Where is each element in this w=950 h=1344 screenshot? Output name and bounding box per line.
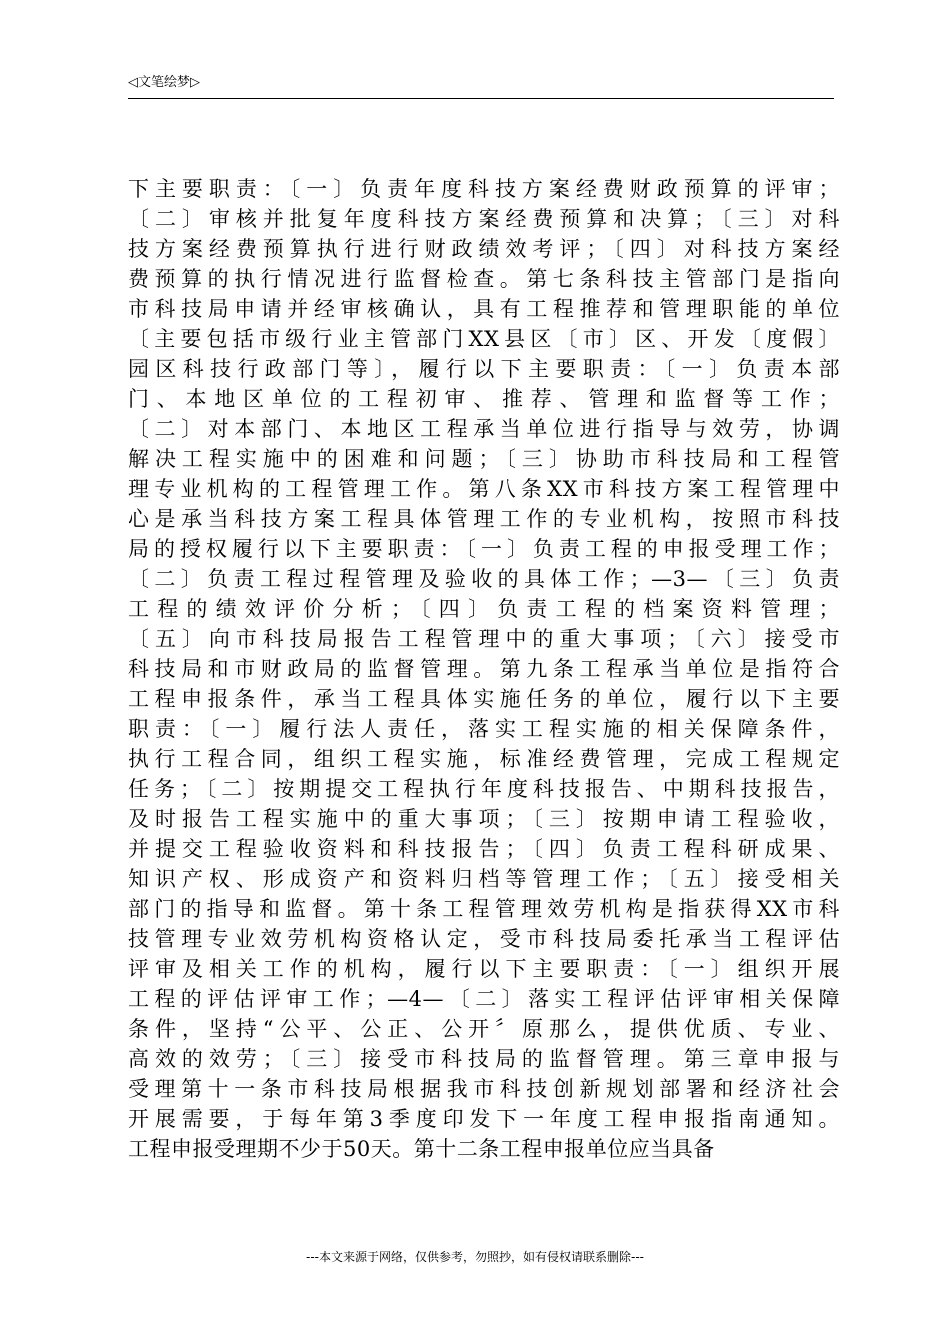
- body-line: 市科技局申请并经审核确认，具有工程推荐和管理职能的单位: [128, 297, 840, 321]
- body-line: 园区科技行政部门等〕，履行以下主要职责：〔一〕负责本部: [128, 357, 840, 381]
- body-line: 工程申报受理期不少于50天。第十二条工程申报单位应当具备: [128, 1137, 715, 1161]
- document-body: [128, 174, 840, 1164]
- body-line: 科技局和市财政局的监督管理。第九条工程承当单位是指符合: [128, 657, 840, 681]
- page-header: [128, 74, 834, 99]
- header-title: ◁文笔绘梦▷: [128, 75, 200, 90]
- body-line: 职责：〔一〕履行法人责任，落实工程实施的相关保障条件，: [128, 717, 840, 741]
- body-line: 知识产权、形成资产和资料归档等管理工作；〔五〕接受相关: [128, 867, 840, 891]
- body-line: 高效的效劳；〔三〕接受市科技局的监督管理。第三章申报与: [128, 1047, 840, 1071]
- body-line: 开展需要，于每年第3季度印发下一年度工程申报指南通知。: [128, 1107, 840, 1131]
- body-line: 门、本地区单位的工程初审、推荐、管理和监督等工作；: [128, 387, 840, 411]
- body-line: 费预算的执行情况进行监督检查。第七条科技主管部门是指向: [128, 267, 840, 291]
- body-line: 局的授权履行以下主要职责：〔一〕负责工程的申报受理工作；: [128, 537, 840, 561]
- body-line: 执行工程合同，组织工程实施，标准经费管理，完成工程规定: [128, 747, 840, 771]
- body-line: 部门的指导和监督。第十条工程管理效劳机构是指获得XX市科: [128, 897, 840, 921]
- body-line: 工程的评估评审工作；—4—〔二〕落实工程评估评审相关保障: [128, 987, 840, 1011]
- body-line: 〔二〕负责工程过程管理及验收的具体工作；—3—〔三〕负责: [128, 567, 840, 591]
- body-line: 理专业机构的工程管理工作。第八条XX市科技方案工程管理中: [128, 477, 840, 501]
- body-line: 〔五〕向市科技局报告工程管理中的重大事项；〔六〕接受市: [128, 627, 840, 651]
- body-line: 技方案经费预算执行进行财政绩效考评；〔四〕对科技方案经: [128, 237, 840, 261]
- body-line: 并提交工程验收资料和科技报告；〔四〕负责工程科研成果、: [128, 837, 840, 861]
- footer-disclaimer: ---本文来源于网络，仅供参考，勿照抄，如有侵权请联系删除---: [306, 1250, 644, 1264]
- body-line: 条件，坚持“公平、公正、公开〞原那么，提供优质、专业、: [128, 1017, 840, 1041]
- body-line: 任务；〔二〕按期提交工程执行年度科技报告、中期科技报告，: [128, 777, 840, 801]
- body-line: 下主要职责：〔一〕负责年度科技方案经费财政预算的评审；: [128, 177, 840, 201]
- body-line: 〔二〕对本部门、本地区工程承当单位进行指导与效劳，协调: [128, 417, 840, 441]
- body-line: 〔主要包括市级行业主管部门XX县区〔市〕区、开发〔度假〕: [128, 327, 840, 351]
- body-line: 解决工程实施中的困难和问题；〔三〕协助市科技局和工程管: [128, 447, 840, 471]
- body-line: 评审及相关工作的机构，履行以下主要职责：〔一〕组织开展: [128, 957, 840, 981]
- body-line: 技管理专业效劳机构资格认定，受市科技局委托承当工程评估: [128, 927, 840, 951]
- body-line: 受理第十一条市科技局根据我市科技创新规划部署和经济社会: [128, 1077, 840, 1101]
- body-line: 心是承当科技方案工程具体管理工作的专业机构，按照市科技: [128, 507, 840, 531]
- page-footer: [0, 1249, 950, 1265]
- body-line: 及时报告工程实施中的重大事项；〔三〕按期申请工程验收，: [128, 807, 840, 831]
- body-line: 〔二〕审核并批复年度科技方案经费预算和决算；〔三〕对科: [128, 207, 840, 231]
- body-line: 工程的绩效评价分析；〔四〕负责工程的档案资料管理；: [128, 597, 840, 621]
- body-line: 工程申报条件，承当工程具体实施任务的单位，履行以下主要: [128, 687, 840, 711]
